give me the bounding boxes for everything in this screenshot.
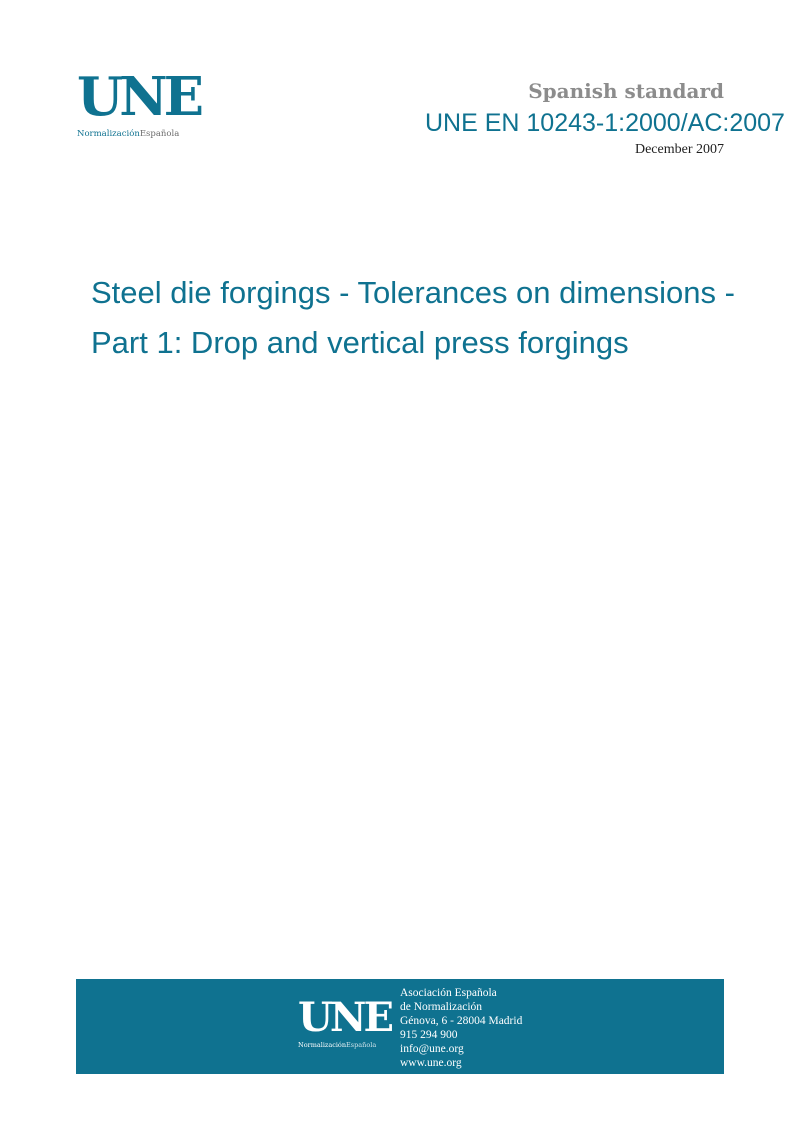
document-title: Steel die forgings - Tolerances on dimensions - Part 1: Drop and vertical press forgings <box>91 275 735 360</box>
footer-band <box>76 979 724 1074</box>
footer-website-link[interactable]: www.une.org <box>400 1057 462 1069</box>
footer-une-logo-mark: UNE <box>298 994 391 1041</box>
une-logo-mark: UNE <box>77 66 201 128</box>
footer-une-logo <box>298 994 391 1049</box>
document-date: December 2007 <box>634 142 724 157</box>
footer-logo-subtitle-part2: Española <box>346 1041 377 1049</box>
une-logo-subtitle <box>77 129 193 139</box>
une-logo-subtitle-part1: Normalización <box>77 129 140 139</box>
footer-org-name-line1: Asociación Española <box>400 987 497 999</box>
footer-address: Génova, 6 - 28004 Madrid <box>400 1015 523 1027</box>
footer-contact-info <box>400 986 522 1070</box>
footer-phone: 915 294 900 <box>400 1029 458 1041</box>
une-logo <box>77 66 201 144</box>
footer-org-name-line2: de Normalización <box>400 1001 483 1013</box>
footer-logo-subtitle-part1: Normalización <box>298 1041 347 1049</box>
une-logo-subtitle-part2: Española <box>139 129 180 139</box>
document-type: Spanish standard <box>528 79 724 103</box>
standard-code: UNE EN 10243-1:2000/AC:2007 <box>425 109 785 137</box>
footer-email-link[interactable]: info@une.org <box>400 1043 464 1055</box>
footer-une-logo-subtitle <box>298 1041 388 1049</box>
